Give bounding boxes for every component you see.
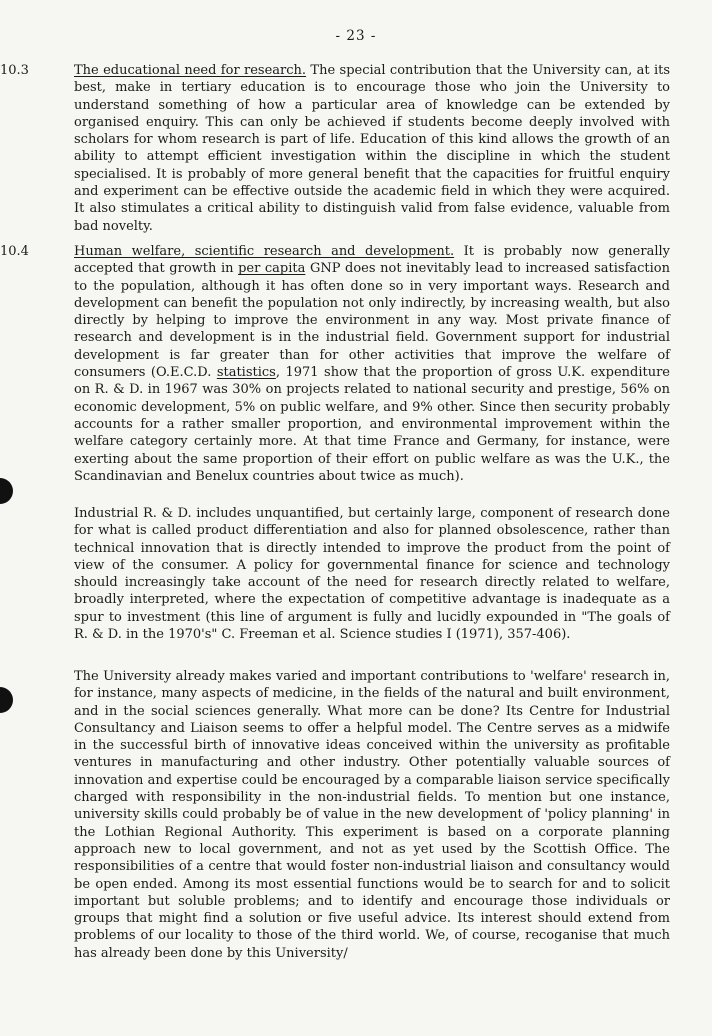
paragraph-welfare-research: The University already makes varied and important contributions to 'welfare' research in, for instance, many aspects of medicine, in the fields of the natural and built environment, and in the social sciences generally. What more can be done? Its Centre for Industrial Consultancy and Liaison seems to offer a helpful model. The Centre serves as a midwife in the successful birth of innovative ideas conceived within the university as profitable ventures in manufacturing and other industry. Other potentially valuable sources of innovation and expertise could be encouraged by a comparable liaison service specifically charged with responsibility in the non-industrial fields. To mention but one instance, university skills could probably be of value in the new development of 'policy planning' in the Lothian Regional Authority. This experiment is based on a corporate planning approach new to local government, and not as yet used by the Scottish Office. The responsibilities of a centre that would foster non-industrial liaison and consultancy would be open ended. Among its most essential functions would be to search for and to solicit important but soluble problems; and to identify and encourage those individuals or groups that might find a solution or five useful advice. Its interest should extend from problems of our locality to those of the third world. We, of course, recoganise that much has already been done by this University/ (74, 669, 670, 961)
section-paragraph (74, 62, 670, 235)
section-number: 10.3 (0, 63, 29, 78)
section-text: It is probably now generally accepted that growth in (74, 244, 670, 277)
section-number: 10.4 (0, 244, 29, 259)
section-text: GNP does not inevitably lead to increased satisfaction to the population, although it has often done so in very important ways. Research and development can benefit the population not only indirectly, by increasing wealth, but also directly by helping to improve the environment in any way. Most private finance of research and development is in the industrial field. Government support for industrial development is far greater than for other activities that improve the welfare of consumers (O.E.C.D. (74, 261, 670, 381)
section-paragraph (74, 243, 670, 485)
section-heading: The educational need for research. (74, 63, 307, 78)
emphasis-per-capita: per capita (238, 261, 306, 277)
section-text: , 1971 show that the proportion of gross U.K. expenditure on R. & D. in 1967 was 30% on projects related to national security and prestige, 56% on economic development, 5% on public welfare, and 9% other. Since then security probably accounts for a rather smaller proportion, and environmental improvement within the welfare category certainly more. At that time France and Germany, for instance, were exerting about the same proportion of their effort on public welfare as was the U.K., the Scandinavian and Benelux countries about twice as much). (74, 365, 670, 484)
page-number: - 23 - (335, 28, 377, 44)
section-heading: Human welfare, scientific research and development. (74, 244, 455, 259)
emphasis-statistics: statistics (216, 365, 276, 381)
paragraph-industrial-rd: Industrial R. & D. includes unquantified, but certainly large, component of research done for what is called product differentiation and also for planned obsolescence, rather than technical innovation that is directly intended to improve the product from the point of view of the consumer. A policy for governmental finance for science and technology should increasingly take account of the need for research directly related to welfare, broadly interpreted, where the expectation of competitive advantage is inadequate as a spur to investment (this line of argument is fully and lucidly expounded in "The goals of R. & D. in the 1970's" C. Freeman et al. Science studies I (1971), 357-406). (74, 506, 670, 643)
punch-hole-lower (0, 687, 13, 713)
section-text: The special contribution that the University can, at its best, make in tertiary education is to encourage those who join the University to understand something of how a particular area of knowledge can be extended by organised enquiry. This can only be achieved if students become deeply involved with scholars for whom research is part of life. Education of this kind allows the growth of an ability to attempt efficient investigation within the discipline in which the student specialised. It is probably of more general benefit that the capacities for fruitful enquiry and experiment can be effective outside the academic field in which they were acquired. It also stimulates a critical ability to distinguish valid from false evidence, valuable from bad novelty. (74, 63, 671, 234)
punch-hole-upper (0, 478, 13, 504)
